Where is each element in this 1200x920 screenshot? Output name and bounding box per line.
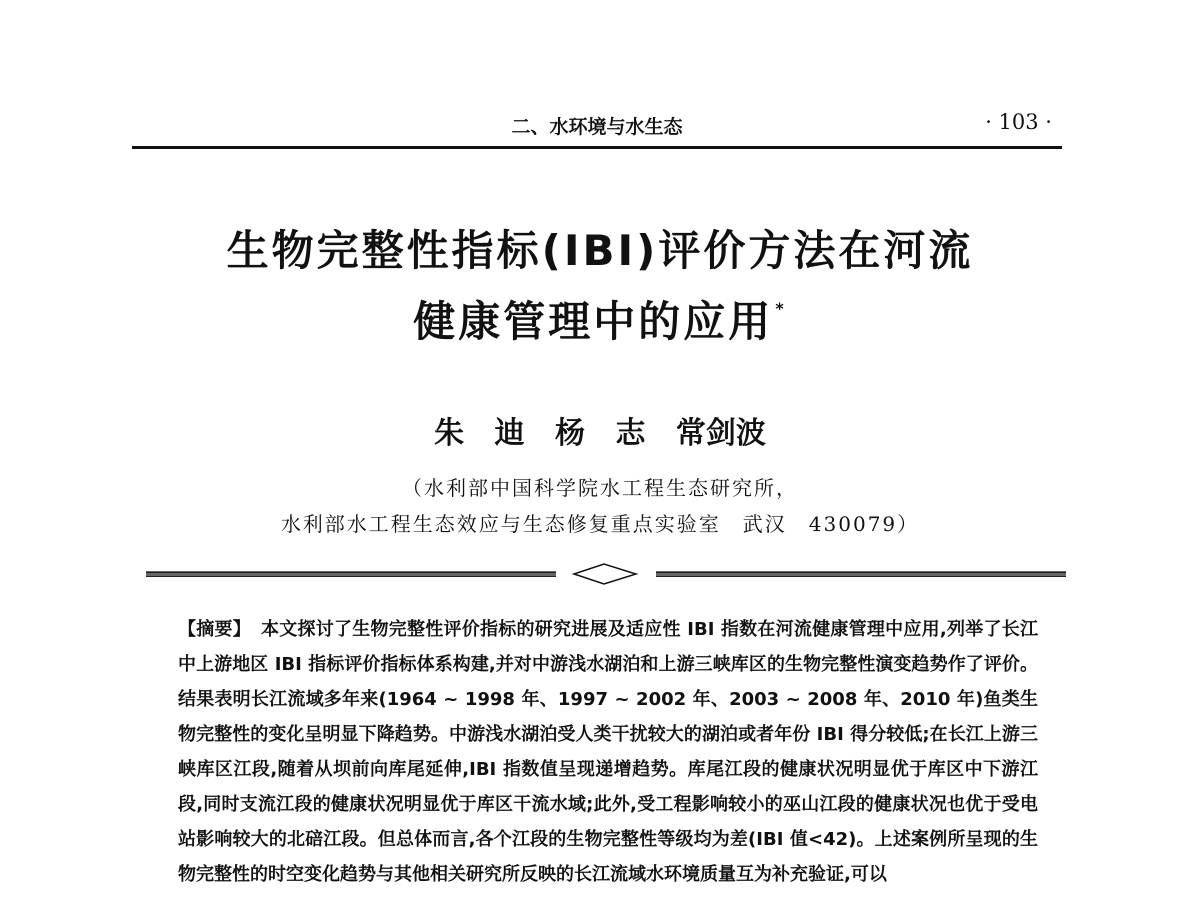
- section-title: 二、水环境与水生态: [511, 116, 683, 138]
- abstract-text: 本文探讨了生物完整性评价指标的研究进展及适应性 IBI 指数在河流健康管理中应用,列举了长江中上游地区 IBI 指标评价指标体系构建,并对中游浅水湖泊和上游三峡库区的生物完整性演变趋势作了评价。结果表明长江流域多年来(1964 ~ 1998 年、1997 ~ 2002 年、2003 ~ 2008 年、2010 年)鱼类生物完整性的变化呈明显下降趋势。中游浅水湖泊受人类干扰较大的湖泊或者年份 IBI 得分较低;在长江上游三峡库区江段,随着从坝前向库尾延伸,IBI 指数值呈现递增趋势。库尾江段的健康状况明显优于库区中下游江段,同时支流江段的健康状况明显优于库区干流水域;此外,受工程影响较小的巫山江段的健康状况也优于受电站影响较大的北碚江段。但总体而言,各个江段的生物完整性等级均为差(IBI 值<42)。上述案例所呈现的生物完整性的时空变化趋势与其他相关研究所反映的长江流域水环境质量互为补充验证,可以: [178, 619, 1039, 885]
- abstract-label: 【摘要】: [178, 619, 252, 640]
- article-title: [100, 222, 1100, 351]
- authors: 朱 迪 杨 志 常剑波: [434, 416, 766, 451]
- running-head: [132, 104, 1062, 140]
- ornamental-divider: [146, 560, 1066, 588]
- page-number: · 103 ·: [985, 110, 1052, 134]
- title-line-2-text: 健康管理中的应用: [413, 297, 774, 346]
- title-line-1: 生物完整性指标(IBI)评价方法在河流: [226, 226, 974, 275]
- divider-diamond: [574, 564, 636, 584]
- affiliation-line-2: 水利部水工程生态效应与生态修复重点实验室 武汉 430079）: [280, 512, 920, 536]
- abstract: [178, 612, 1038, 892]
- title-line-2: [100, 280, 1100, 351]
- affiliation-line-1: （水利部中国科学院水工程生态研究所，: [402, 476, 798, 500]
- title-footnote-mark: *: [775, 299, 787, 318]
- header-rule: [132, 146, 1062, 149]
